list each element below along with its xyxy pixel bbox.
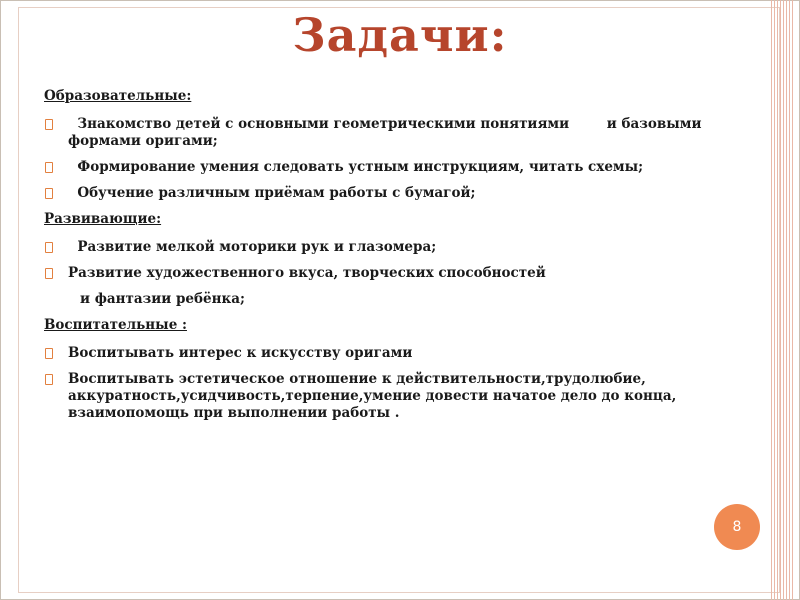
- list-item-continuation: и фантазии ребёнка;: [80, 291, 245, 307]
- bullet-icon: [44, 267, 53, 279]
- section-heading-upbringing: Воспитательные :: [44, 317, 187, 333]
- section-heading-developing: Развивающие:: [44, 211, 162, 227]
- bullet-icon: [44, 241, 53, 253]
- decorative-stripes: [771, 0, 793, 600]
- list-item: Развитие мелкой моторики рук и глазомера;: [44, 239, 724, 256]
- list-item: Развитие художественного вкуса, творческих способностей: [44, 265, 724, 282]
- bullet-icon: [44, 373, 53, 385]
- list-item: Формирование умения следовать устным инструкциям, читать схемы;: [44, 159, 724, 176]
- list-item: Обучение различным приёмам работы с бумагой;: [44, 185, 724, 202]
- section-heading-educational: Образовательные:: [44, 88, 192, 104]
- slide-title: Задачи:: [292, 8, 508, 62]
- list-item: Знакомство детей с основными геометрическими понятиями и базовыми формами оригами;: [44, 116, 724, 150]
- list-item: Воспитывать эстетическое отношение к действительности,трудолюбие, аккуратность,усидчивость,терпение,умение довести начатое дело до конца, взаимопомощь при выполнении работы .: [44, 371, 724, 422]
- bullet-icon: [44, 187, 53, 199]
- list-item: Воспитывать интерес к искусству оригами: [44, 345, 724, 362]
- bullet-icon: [44, 161, 53, 173]
- bullet-icon: [44, 118, 53, 130]
- slide-content: [44, 88, 724, 431]
- page-number-badge: 8: [714, 504, 760, 550]
- bullet-icon: [44, 347, 53, 359]
